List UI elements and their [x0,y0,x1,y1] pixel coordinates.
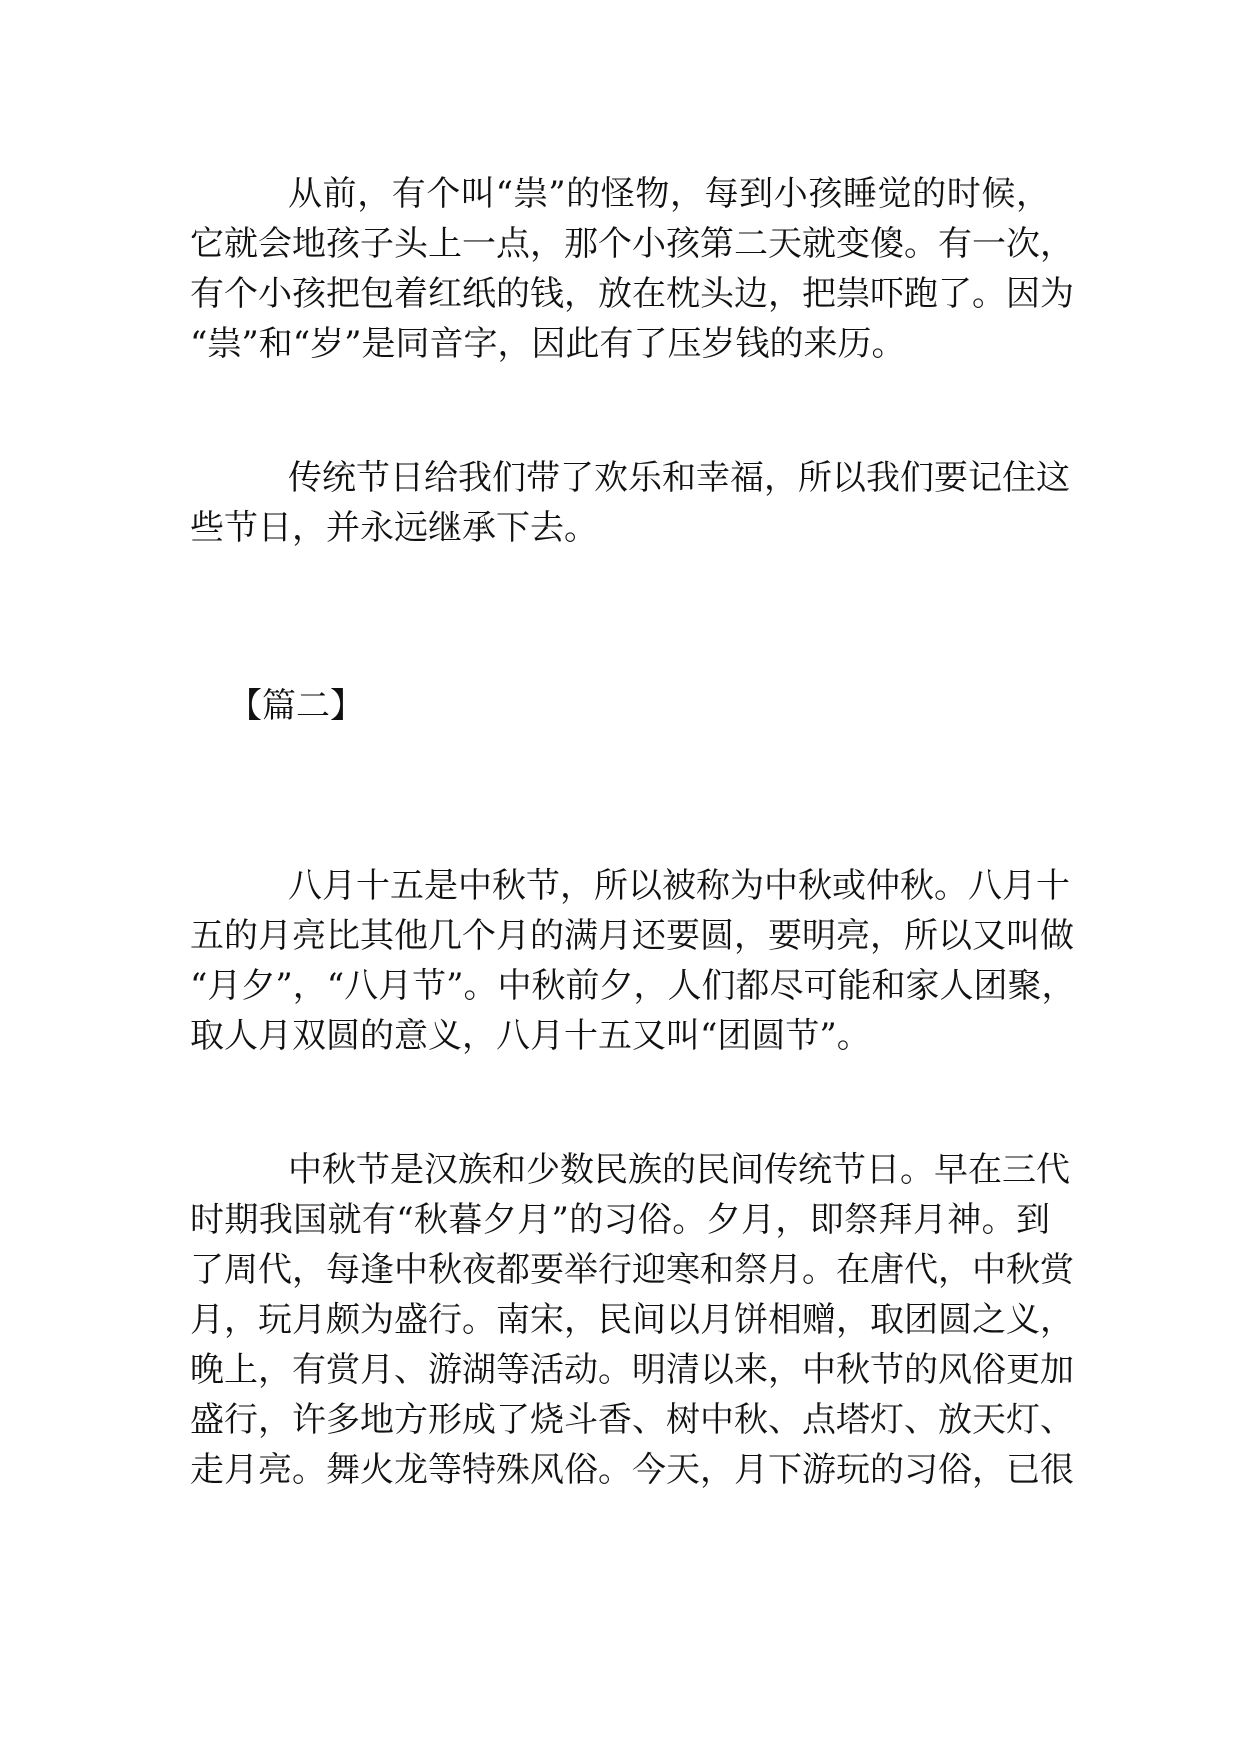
paragraph-3-line-1: 八月十五是中秋节，所以被称为中秋或仲秋。八月十 [288,866,1070,906]
paragraph-4-line-3: 了周代，每逢中秋夜都要举行迎寒和祭月。在唐代，中秋赏 [190,1250,1074,1290]
paragraph-4-line-5: 晚上，有赏月、游湖等活动。明清以来，中秋节的风俗更加 [190,1350,1074,1390]
paragraph-4-line-6: 盛行，许多地方形成了烧斗香、树中秋、点塔灯、放天灯、 [190,1400,1074,1440]
section-heading: 【篇二】 [228,686,364,726]
paragraph-1-line-2: 它就会地孩子头上一点，那个小孩第二天就变傻。有一次， [190,224,1074,264]
paragraph-3-line-3: “月夕”，“八月节”。中秋前夕，人们都尽可能和家人团聚， [190,966,1076,1006]
paragraph-3-line-2: 五的月亮比其他几个月的满月还要圆，要明亮，所以又叫做 [190,916,1074,956]
paragraph-4-line-2: 时期我国就有“秋暮夕月”的习俗。夕月，即祭拜月神。到 [190,1200,1050,1240]
paragraph-3-line-4: 取人月双圆的意义，八月十五又叫“团圆节”。 [190,1016,871,1056]
paragraph-1-line-3: 有个小孩把包着红纸的钱，放在枕头边，把祟吓跑了。因为 [190,274,1074,314]
paragraph-4-line-7: 走月亮。舞火龙等特殊风俗。今天，月下游玩的习俗，已很 [190,1450,1074,1490]
paragraph-2-line-2: 些节日，并永远继承下去。 [190,508,598,548]
paragraph-4-line-4: 月，玩月颇为盛行。南宋，民间以月饼相赠，取团圆之义， [190,1300,1074,1340]
paragraph-1-line-1: 从前，有个叫“祟”的怪物，每到小孩睡觉的时候， [288,174,1050,214]
paragraph-4-line-1: 中秋节是汉族和少数民族的民间传统节日。早在三代 [288,1150,1070,1190]
paragraph-2-line-1: 传统节日给我们带了欢乐和幸福，所以我们要记住这 [288,458,1070,498]
paragraph-1-line-4: “祟”和“岁”是同音字，因此有了压岁钱的来历。 [190,324,906,364]
